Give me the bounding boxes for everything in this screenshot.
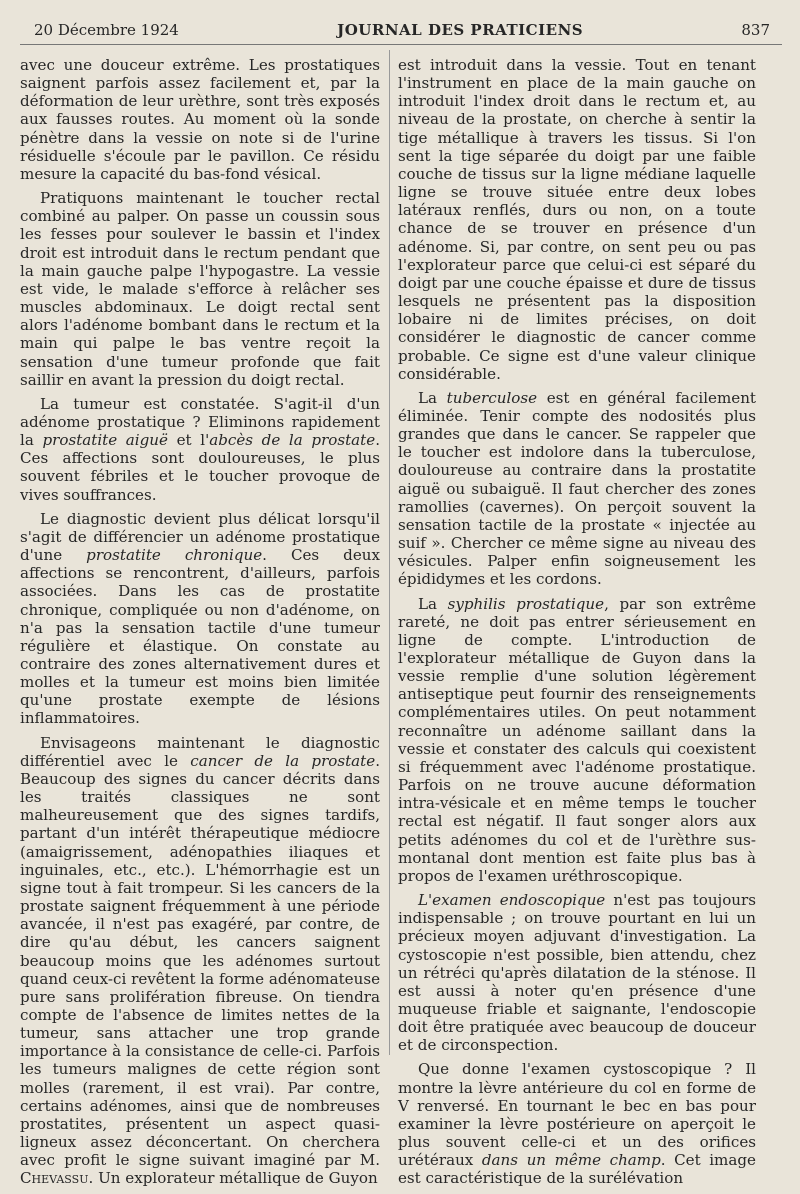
paragraph: Pratiquons maintenant le toucher rectal combiné au palper. On passe un coussin sous les fesses pour soulever le bassin et l'index droit est introduit dans le rectum pendant que la main gauche palpe l'hypogastre. La vessie est vide, le malade s'efforce à relâcher ses muscles abdominaux. Le doigt rectal sent alors l'adénome bombant dans le rectum et la main qui palpe le bas ventre reçoit la sensation d'une tumeur profonde que fait saillir en avant la pression du doigt rectal.: [20, 189, 380, 389]
left-column: [20, 56, 380, 1194]
journal-title: JOURNAL DES PRATICIENS: [337, 21, 584, 39]
paragraph: Que donne l'examen cystoscopique ? Il montre la lèvre antérieure du col en forme de V renversé. En tournant le bec en bas pour examiner la lèvre postérieure on aperçoit le plus souvent celle-ci et un des orifices urétéraux dans un même champ. Cet image est caractéristique de la surélévation: [398, 1060, 756, 1188]
page-number: 837: [741, 21, 770, 39]
paragraph: Envisageons maintenant le diagnostic différentiel avec le cancer de la prostate. Beaucoup des signes du cancer décrits dans les traités classiques ne sont malheureusement que des signes tardifs, partant d'un intérêt thérapeutique médiocre (amaigrissement, adénopathies iliaques et inguinales, etc., etc.). L'hémorrhagie est un signe tout à fait trompeur. Si les cancers de la prostate saignent fréquemment à une période avancée, il n'est pas exagéré, par contre, de dire qu'au début, les cancers saignent beaucoup moins que les adénomes surtout quand ceux-ci revêtent la forme adénomateuse pure sans prolifération fibreuse. On tiendra compte de l'absence de limites nettes de la tumeur, sans attacher une trop grande importance à la consistance de celle-ci. Parfois les tumeurs malignes de cette région sont molles (rarement, il est vrai). Par contre, certains adénomes, ainsi que de nombreuses prostatites, présentent un aspect quasi-ligneux assez déconcertant. On cherchera avec profit le signe suivant imaginé par M. Chevassu. Un explorateur métallique de Guyon: [20, 733, 380, 1188]
paragraph: La tumeur est constatée. S'agit-il d'un adénome prostatique ? Eliminons rapidement la prostatite aiguë et l'abcès de la prostate. Ces affections sont douloureuses, le plus souvent fébriles et le toucher provoque de vives souffrances.: [20, 394, 380, 504]
header-rule: [20, 44, 782, 45]
column-separator: [389, 50, 390, 1055]
paragraph: La tuberculose est en général facilement éliminée. Tenir compte des nodosités plus grandes que dans le cancer. Se rappeler que le toucher est indolore dans la tuberculose, douloureuse au contraire dans la prostatite aiguë ou subaiguë. Il faut chercher des zones ramollies (cavernes). On perçoit souvent la sensation tactile de la prostate « injectée au suif ». Chercher ce même signe au niveau des vésicules. Palper enfin soigneusement les épididymes et les cordons.: [398, 388, 756, 589]
paragraph: La syphilis prostatique, par son extrême rareté, ne doit pas entrer sérieusement en ligne de compte. L'introduction de l'explorateur métallique de Guyon dans la vessie remplie d'une solution légèrement antiseptique peut fournir des renseignements complémentaires utiles. On peut notamment reconnaître un adénome saillant dans la vessie et constater des calculs qui coexistent si fréquemment avec l'adénome prostatique. Parfois on ne trouve aucune déformation intra-vésicale et en même temps le toucher rectal est négatif. Il faut songer alors aux petits adénomes du col et de l'urèthre sus-montanal dont mention est faite plus bas à propos de l'examen uréthroscopique.: [398, 594, 756, 885]
paragraph: est introduit dans la vessie. Tout en tenant l'instrument en place de la main gauche on introduit l'index droit dans le rectum et, au niveau de la prostate, on cherche à sentir la tige métallique à travers les tissus. Si l'on sent la tige séparée du doigt par une faible couche de tissus sur la ligne médiane laquelle ligne se trouve située entre deux lobes latéraux renflés, durs ou non, on a toute chance de se trouver en présence d'un adénome. Si, par contre, on sent peu ou pas l'explorateur parce que celui-ci est séparé du doigt par une couche épaisse et dure de tissus lesquels ne présentent pas la disposition lobaire ni de limites précises, on doit considérer le diagnostic de cancer comme probable. Ce signe est d'une valeur clinique considérable.: [398, 56, 756, 383]
paragraph: Le diagnostic devient plus délicat lorsqu'il s'agit de différencier un adénome prostatique d'une prostatite chronique. Ces deux affections se rencontrent, d'ailleurs, parfois associées. Dans les cas de prostatite chronique, compliquée ou non d'adénome, on n'a pas la sensation tactile d'une tumeur régulière et élastique. On constate au contraire des zones alternativement dures et molles et la tumeur est moins bien limitée qu'une prostate exempte de lésions inflammatoires.: [20, 509, 380, 728]
paragraph: avec une douceur extrême. Les prostatiques saignent parfois assez facilement et, par la déformation de leur urèthre, sont très exposés aux fausses routes. Au moment où la sonde pénètre dans la vessie on note si de l'urine résiduelle s'écoule par le pavillon. Ce résidu mesure la capacité du bas-fond vésical.: [20, 56, 380, 183]
page-header: [34, 18, 770, 42]
issue-date: 20 Décembre 1924: [34, 21, 179, 39]
paragraph: L'examen endoscopique n'est pas toujours indispensable ; on trouve pourtant en lui un précieux moyen adjuvant d'investigation. La cystoscopie n'est possible, bien attendu, chez un rétréci qu'après dilatation de la sténose. Il est aussi à noter qu'en présence d'une muqueuse friable et saignante, l'endoscopie doit être pratiquée avec beaucoup de douceur et de circonspection.: [398, 891, 756, 1055]
right-column: [398, 56, 756, 1194]
